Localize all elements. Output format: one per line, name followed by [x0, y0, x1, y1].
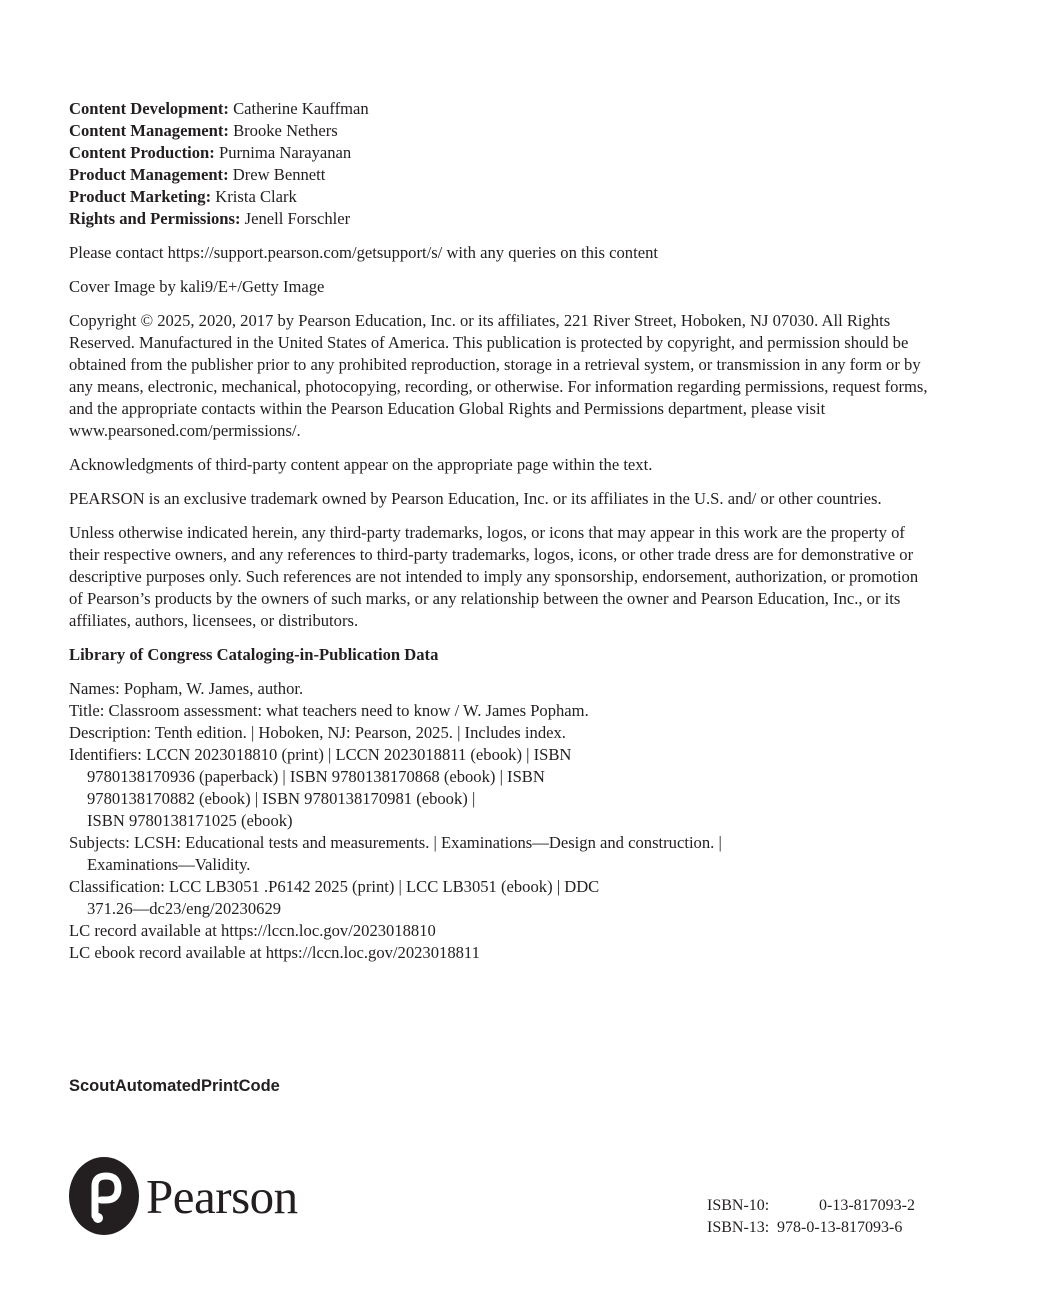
cip-identifiers-cont: ISBN 9780138171025 (ebook) [87, 811, 293, 830]
isbn-label: ISBN-10: [707, 1197, 770, 1214]
trademark-paragraph: PEARSON is an exclusive trademark owned by Pearson Education, Inc. or its affiliates in the U.S. and/ or other countries. [69, 489, 882, 508]
isbn-block [707, 1195, 915, 1239]
cip-subjects-cont: Examinations—Validity. [87, 855, 251, 874]
cip-identifiers-cont: 9780138170936 (paperback) | ISBN 9780138170868 (ebook) | ISBN [87, 767, 545, 786]
credit-line: Product Management: Drew Bennett [69, 165, 326, 184]
cover-credit: Cover Image by kali9/E+/Getty Image [69, 277, 325, 296]
acknowledgments-paragraph: Acknowledgments of third-party content appear on the appropriate page within the text. [69, 455, 653, 474]
cip-identifiers-cont: 9780138170882 (ebook) | ISBN 9780138170981 (ebook) | [87, 789, 476, 808]
credit-line: Content Management: Brooke Nethers [69, 121, 338, 140]
pearson-p-logo-icon [68, 1156, 140, 1236]
cip-classification-cont: 371.26—dc23/eng/20230629 [87, 899, 282, 918]
isbn-10-row [707, 1195, 915, 1217]
credits-block [69, 98, 929, 230]
print-code: ScoutAutomatedPrintCode [69, 1077, 280, 1095]
pearson-wordmark: Pearson [146, 1168, 298, 1224]
copyright-page [69, 98, 929, 964]
credit-line: Rights and Permissions: Jenell Forschler [69, 209, 351, 228]
cip-subjects: Subjects: LCSH: Educational tests and measurements. | Examinations—Design and construction. | [69, 833, 722, 852]
cip-classification: Classification: LCC LB3051 .P6142 2025 (print) | LCC LB3051 (ebook) | DDC [69, 877, 600, 896]
contact-paragraph: Please contact https://support.pearson.com/getsupport/s/ with any queries on this content [69, 243, 658, 262]
cip-description: Description: Tenth edition. | Hoboken, NJ: Pearson, 2025. | Includes index. [69, 723, 566, 742]
pearson-logo [68, 1156, 298, 1236]
isbn-13-row [707, 1217, 915, 1239]
cip-block [69, 644, 929, 964]
cip-title-line: Title: Classroom assessment: what teachers need to know / W. James Popham. [69, 701, 589, 720]
isbn-value: 978-0-13-817093-6 [777, 1219, 903, 1236]
copyright-paragraph: Copyright © 2025, 2020, 2017 by Pearson Education, Inc. or its affiliates, 221 River Street, Hoboken, NJ 07030. All Rights Reserved. Manufactured in the United States of America. This publication is protected by copyright, and permission should be obtained from the publisher prior to any prohibited reproduction, storage in a retrieval system, or transmission in any form or by any means, electronic, mechanical, photocopying, recording, or otherwise. For information regarding permissions, request forms, and the appropriate contacts within the Pearson Education Global Rights and Permissions department, please visit www.pearsoned.com/permissions/. [69, 311, 928, 440]
cip-lc-record: LC record available at https://lccn.loc.gov/2023018810 [69, 921, 436, 940]
isbn-label: ISBN-13: [707, 1219, 770, 1236]
credit-line: Content Production: Purnima Narayanan [69, 143, 352, 162]
cip-title: Library of Congress Cataloging-in-Publication Data [69, 645, 439, 664]
credit-line: Content Development: Catherine Kauffman [69, 99, 369, 118]
cip-names: Names: Popham, W. James, author. [69, 679, 304, 698]
isbn-value: 0-13-817093-2 [819, 1197, 915, 1214]
cip-lc-ebook-record: LC ebook record available at https://lccn.loc.gov/2023018811 [69, 943, 480, 962]
cip-identifiers: Identifiers: LCCN 2023018810 (print) | LCCN 2023018811 (ebook) | ISBN [69, 745, 572, 764]
credit-line: Product Marketing: Krista Clark [69, 187, 297, 206]
third-party-paragraph: Unless otherwise indicated herein, any third-party trademarks, logos, or icons that may appear in this work are the property of their respective owners, and any references to third-party trademarks, logos, icons, or other trade dress are for demonstrative or descriptive purposes only. Such references are not intended to imply any sponsorship, endorsement, authorization, or promotion of Pearson’s products by the owners of such marks, or any relationship between the owner and Pearson Education, Inc., or its affiliates, authors, licensees, or distributors. [69, 523, 919, 630]
